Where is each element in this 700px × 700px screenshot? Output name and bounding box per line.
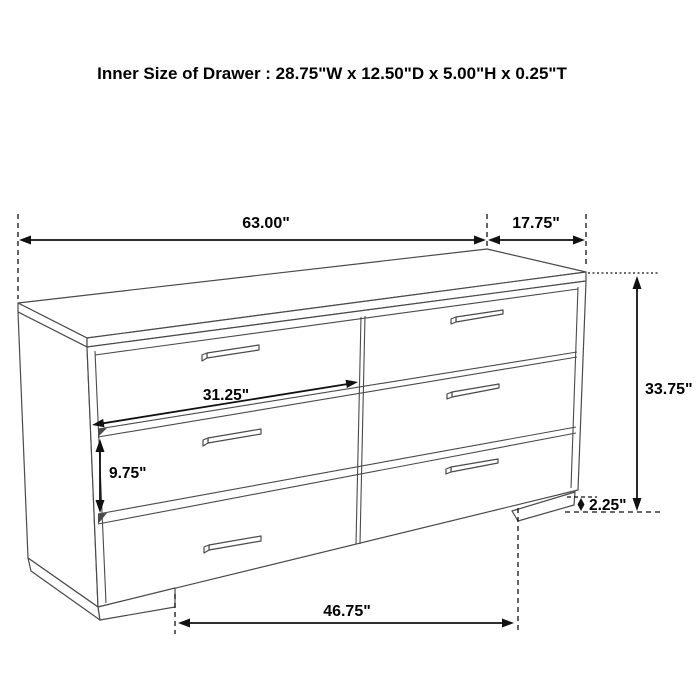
dim-overall-depth-label: 17.75" bbox=[512, 215, 560, 232]
dresser-figure bbox=[18, 249, 586, 620]
dim-base-height-label: 2.25" bbox=[589, 497, 627, 514]
page-title: Inner Size of Drawer : 28.75"W x 12.50"D x 5.00"H x 0.25"T bbox=[97, 64, 567, 83]
dim-drawer-width-label: 31.25" bbox=[202, 387, 250, 404]
dim-overall-height-label: 33.75" bbox=[645, 381, 693, 398]
dim-drawer-height-label: 9.75" bbox=[109, 465, 147, 482]
dim-overall-width-label: 63.00" bbox=[242, 215, 290, 232]
dim-leg-spacing-label: 46.75" bbox=[323, 603, 371, 620]
